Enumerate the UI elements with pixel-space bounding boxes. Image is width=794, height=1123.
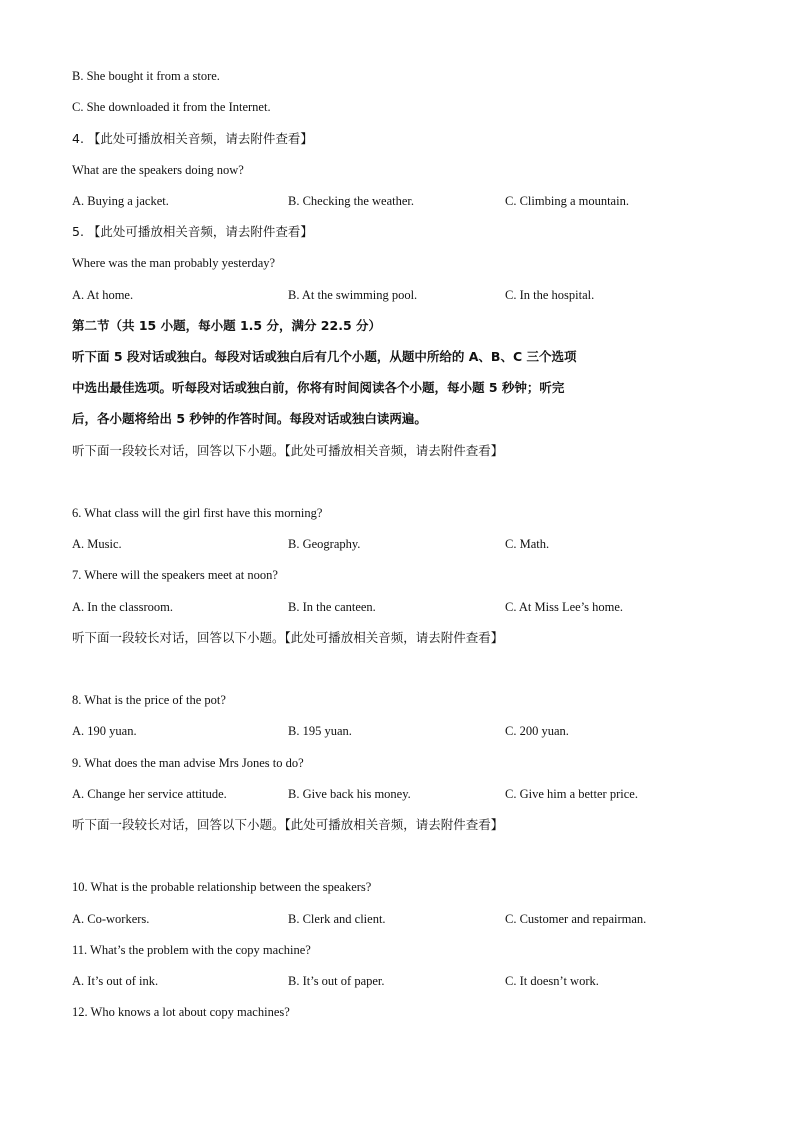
listen-note-2: 听下面一段较长对话，回答以下小题。【此处可播放相关音频，请去附件查看】 [72, 630, 504, 645]
q5-option-a: A. At home. [72, 288, 134, 302]
section2-instruction-3: 后，各小题将给出 5 秒钟的作答时间。每段对话或独白读两遍。 [72, 411, 427, 426]
q6-question: 6. What class will the girl first have this morning? [72, 506, 323, 520]
q12-question: 12. Who knows a lot about copy machines? [72, 1005, 290, 1019]
q8-option-c: C. 200 yuan. [505, 724, 569, 738]
q8-option-b: B. 195 yuan. [288, 724, 352, 738]
q11-option-c: C. It doesn’t work. [505, 974, 599, 988]
q11-option-b: B. It’s out of paper. [288, 974, 385, 988]
q11-option-a: A. It’s out of ink. [72, 974, 159, 988]
q8-question: 8. What is the price of the pot? [72, 693, 226, 707]
q3-option-b: B. She bought it from a store. [72, 69, 220, 83]
q9-question: 9. What does the man advise Mrs Jones to do? [72, 756, 304, 770]
q7-option-b: B. In the canteen. [288, 600, 376, 614]
q5-audio-note: 5. 【此处可播放相关音频，请去附件查看】 [72, 224, 313, 239]
q10-option-b: B. Clerk and client. [288, 912, 386, 926]
q4-audio-note: 4. 【此处可播放相关音频，请去附件查看】 [72, 131, 313, 146]
q10-question: 10. What is the probable relationship between the speakers? [72, 880, 372, 894]
section2-instruction-1: 听下面 5 段对话或独白。每段对话或独白后有几个小题，从题中所给的 A、B、C 三个选项 [72, 349, 577, 364]
q7-option-a: A. In the classroom. [72, 600, 174, 614]
q4-option-a: A. Buying a jacket. [72, 194, 169, 208]
q7-question: 7. Where will the speakers meet at noon? [72, 568, 278, 582]
q10-option-c: C. Customer and repairman. [505, 912, 647, 926]
q9-option-a: A. Change her service attitude. [72, 787, 227, 801]
q4-question: What are the speakers doing now? [72, 163, 244, 177]
q6-option-b: B. Geography. [288, 537, 361, 551]
q9-option-c: C. Give him a better price. [505, 787, 638, 801]
q5-option-c: C. In the hospital. [505, 288, 595, 302]
q4-option-c: C. Climbing a mountain. [505, 194, 629, 208]
listen-note-1: 听下面一段较长对话，回答以下小题。【此处可播放相关音频，请去附件查看】 [72, 443, 504, 458]
q5-option-b: B. At the swimming pool. [288, 288, 418, 302]
q11-question: 11. What’s the problem with the copy machine? [72, 943, 311, 957]
q10-option-a: A. Co-workers. [72, 912, 150, 926]
q6-option-a: A. Music. [72, 537, 122, 551]
listen-note-3: 听下面一段较长对话，回答以下小题。【此处可播放相关音频，请去附件查看】 [72, 817, 504, 832]
q7-option-c: C. At Miss Lee’s home. [505, 600, 624, 614]
q5-question: Where was the man probably yesterday? [72, 256, 276, 270]
q9-option-b: B. Give back his money. [288, 787, 411, 801]
q4-option-b: B. Checking the weather. [288, 194, 415, 208]
q6-option-c: C. Math. [505, 537, 550, 551]
section2-instruction-2: 中选出最佳选项。听每段对话或独白前，你将有时间阅读各个小题，每小题 5 秒钟；听完 [72, 380, 565, 395]
section2-title: 第二节（共 15 小题，每小题 1.5 分，满分 22.5 分） [72, 318, 381, 333]
q3-option-c: C. She downloaded it from the Internet. [72, 100, 271, 114]
q8-option-a: A. 190 yuan. [72, 724, 137, 738]
